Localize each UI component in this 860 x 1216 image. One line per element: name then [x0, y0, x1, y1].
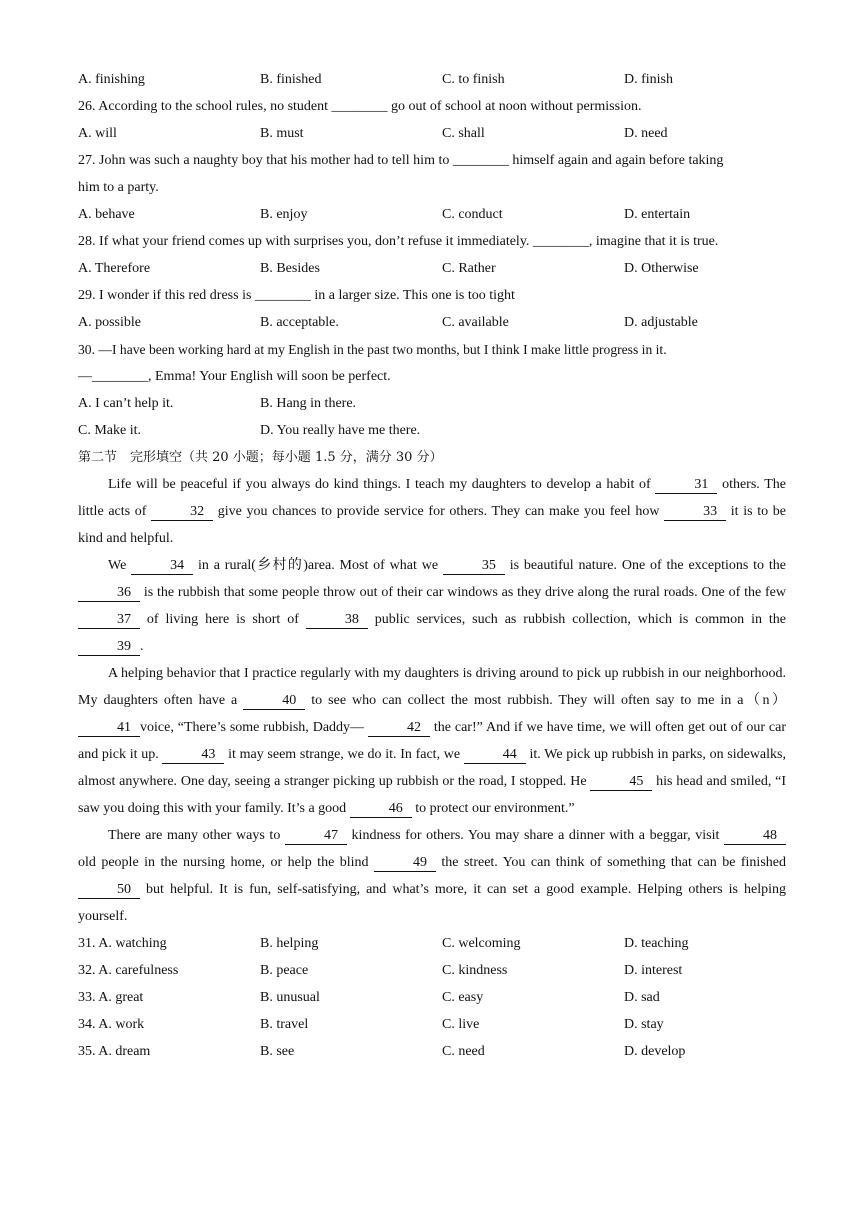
choice-option: 33. A. great [78, 990, 144, 1005]
option-a: A. will [78, 126, 117, 141]
passage-text: A helping behavior that I practice regularly with my daughters is driving around to pick up rubbish in our neighborhood. My daughters often have a [78, 666, 786, 708]
blank-42: 42 [368, 720, 430, 737]
q29-text-end: in a larger size. This one is too tight [314, 288, 515, 303]
q28-text-end: , imagine that it is true. [588, 234, 719, 249]
choice-option: C. welcoming [442, 936, 521, 951]
q29-text: 29. I wonder if this red dress is [78, 288, 252, 303]
q27-text: 27. John was such a naughty boy that his mother had to tell him to [78, 153, 450, 168]
passage-text: of living here is short of [140, 612, 306, 627]
q30-dash: — [78, 369, 92, 384]
q29-options [78, 309, 786, 336]
blank-50: 50 [78, 882, 140, 899]
option-a: A. Therefore [78, 261, 151, 276]
q27-stem-cont: him to a party. [78, 180, 159, 195]
choice-option: D. interest [624, 963, 683, 978]
option-c: C. conduct [442, 207, 503, 222]
passage-text: . [140, 639, 144, 654]
option-b: B. must [260, 126, 304, 141]
choice-row [78, 984, 786, 1011]
blank-39: 39 [78, 639, 140, 656]
passage-text: is beautiful nature. One of the exceptions to the [504, 558, 787, 573]
blank-34: 34 [131, 558, 193, 575]
passage-paragraph-2 [78, 552, 786, 660]
choice-option: 35. A. dream [78, 1044, 151, 1059]
option-c: C. shall [442, 126, 485, 141]
passage-text: in a rural(乡村的)area. Most of what we [193, 558, 443, 573]
option-c: C. Make it. [78, 423, 141, 438]
option-d: D. need [624, 126, 668, 141]
option-b: B. finished [260, 72, 322, 87]
q26-blank: ________ [331, 99, 388, 114]
choice-row [78, 1038, 786, 1065]
blank-48: 48 [724, 828, 786, 845]
passage-text: the car!” And if we have time, we will often get out of our car and pick it up. [78, 720, 786, 762]
passage-text: the street. You can think of something that can be finished [435, 855, 786, 870]
choice-option: C. live [442, 1017, 480, 1032]
passage-text: but helpful. It is fun, self-satisfying, and what’s more, it can set a good example. Helping others is helping yourself. [78, 882, 786, 924]
q27-blank: ________ [452, 153, 509, 168]
q29-stem [78, 282, 786, 309]
choice-option: B. peace [260, 963, 309, 978]
passage-text: it is to be kind and helpful. [78, 504, 786, 546]
q30-stem: 30. —I have been working hard at my English in the past two months, but I think I make little progress in it. [78, 342, 667, 357]
passage-text: others. The little acts of [78, 477, 786, 519]
choice-option: D. stay [624, 1017, 664, 1032]
choice-option: 31. A. watching [78, 936, 167, 951]
blank-49: 49 [374, 855, 436, 872]
option-b: B. acceptable. [260, 315, 339, 330]
passage-text: to see who can collect the most rubbish. They will often say to me in a（n） [305, 693, 786, 708]
choice-option: B. helping [260, 936, 319, 951]
section-title: 第二节 完形填空（共 20 小题；每小题 1.5 分，满分 30 分） [78, 450, 443, 465]
option-d: D. Otherwise [624, 261, 699, 276]
option-b: B. Besides [260, 261, 320, 276]
option-a: A. I can’t help it. [78, 396, 174, 411]
blank-47: 47 [285, 828, 347, 845]
q28-stem [78, 228, 786, 255]
option-d: D. You really have me there. [260, 423, 421, 438]
q27-text-end: himself again and again before taking [512, 153, 724, 168]
choice-option: B. travel [260, 1017, 309, 1032]
blank-36: 36 [78, 585, 140, 602]
choice-option: C. easy [442, 990, 484, 1005]
choice-option: D. develop [624, 1044, 686, 1059]
choice-option: D. sad [624, 990, 660, 1005]
passage-text: his head and smiled, “I saw you doing this with your family. It’s a good [78, 774, 787, 816]
q28-blank: ________ [532, 234, 589, 249]
option-d: D. adjustable [624, 315, 698, 330]
passage-paragraph-3 [78, 660, 786, 822]
passage-paragraph-4 [78, 822, 786, 930]
passage-text: There are many other ways to [108, 828, 285, 843]
q30-options-row1 [78, 390, 786, 417]
option-d: D. entertain [624, 207, 691, 222]
blank-33: 33 [664, 504, 726, 521]
q30-text-end: , Emma! Your English will soon be perfect. [148, 369, 391, 384]
option-c: C. available [442, 315, 509, 330]
passage-paragraph-1 [78, 471, 786, 552]
blank-45: 45 [590, 774, 652, 791]
blank-41: 41 [78, 720, 140, 737]
passage-text: it. We pick up rubbish in parks, on sidewalks, almost anywhere. One day, seeing a stranger picking up rubbish or the road, I stopped. He [78, 747, 786, 789]
answer-choices [78, 930, 786, 1065]
q30-options-row2 [78, 417, 786, 444]
option-a: A. behave [78, 207, 135, 222]
q28-text: 28. If what your friend comes up with surprises you, don’t refuse it immediately. [78, 234, 530, 249]
choice-option: B. see [260, 1044, 295, 1059]
option-d: D. finish [624, 72, 673, 87]
q26-options [78, 120, 786, 147]
choice-option: D. teaching [624, 936, 689, 951]
choice-row [78, 957, 786, 984]
blank-32: 32 [151, 504, 213, 521]
passage-text: is the rubbish that some people throw out of their car windows as they drive along the rural roads. One of the few [140, 585, 786, 600]
blank-38: 38 [306, 612, 368, 629]
q26-stem [78, 93, 786, 120]
option-a: A. finishing [78, 72, 145, 87]
passage-text: We [108, 558, 132, 573]
choice-option: 34. A. work [78, 1017, 145, 1032]
choice-row [78, 930, 786, 957]
blank-31: 31 [655, 477, 717, 494]
blank-46: 46 [350, 801, 412, 818]
blank-44: 44 [464, 747, 526, 764]
q27-stem [78, 147, 786, 174]
passage-text: to protect our environment.” [411, 801, 575, 816]
q26-text: 26. According to the school rules, no student [78, 99, 329, 114]
passage-text: Life will be peaceful if you always do kind things. I teach my daughters to develop a habit of [108, 477, 656, 492]
q28-options [78, 255, 786, 282]
option-b: B. enjoy [260, 207, 308, 222]
blank-43: 43 [162, 747, 224, 764]
option-c: C. Rather [442, 261, 496, 276]
blank-35: 35 [443, 558, 505, 575]
exam-page [78, 66, 786, 1065]
passage-text: it may seem strange, we do it. In fact, we [224, 747, 464, 762]
q25-options [78, 66, 786, 93]
passage-text: give you chances to provide service for others. They can make you feel how [213, 504, 665, 519]
option-b: B. Hang in there. [260, 396, 357, 411]
choice-option: C. need [442, 1044, 485, 1059]
q29-blank: ________ [254, 288, 311, 303]
choice-option: C. kindness [442, 963, 508, 978]
blank-37: 37 [78, 612, 140, 629]
option-a: A. possible [78, 315, 141, 330]
q26-text-end: go out of school at noon without permission. [391, 99, 642, 114]
passage-text: old people in the nursing home, or help the blind [78, 855, 374, 870]
choice-option: 32. A. carefulness [78, 963, 179, 978]
passage-text: public services, such as rubbish collection, which is common in the [367, 612, 786, 627]
q30-blank: ________ [92, 369, 148, 384]
option-c: C. to finish [442, 72, 505, 87]
passage-text: voice, “There’s some rubbish, Daddy— [140, 720, 368, 735]
q27-options [78, 201, 786, 228]
passage-text: kindness for others. You may share a dinner with a beggar, visit [346, 828, 724, 843]
q30-reply [78, 363, 786, 390]
blank-40: 40 [243, 693, 305, 710]
choice-row [78, 1011, 786, 1038]
choice-option: B. unusual [260, 990, 320, 1005]
